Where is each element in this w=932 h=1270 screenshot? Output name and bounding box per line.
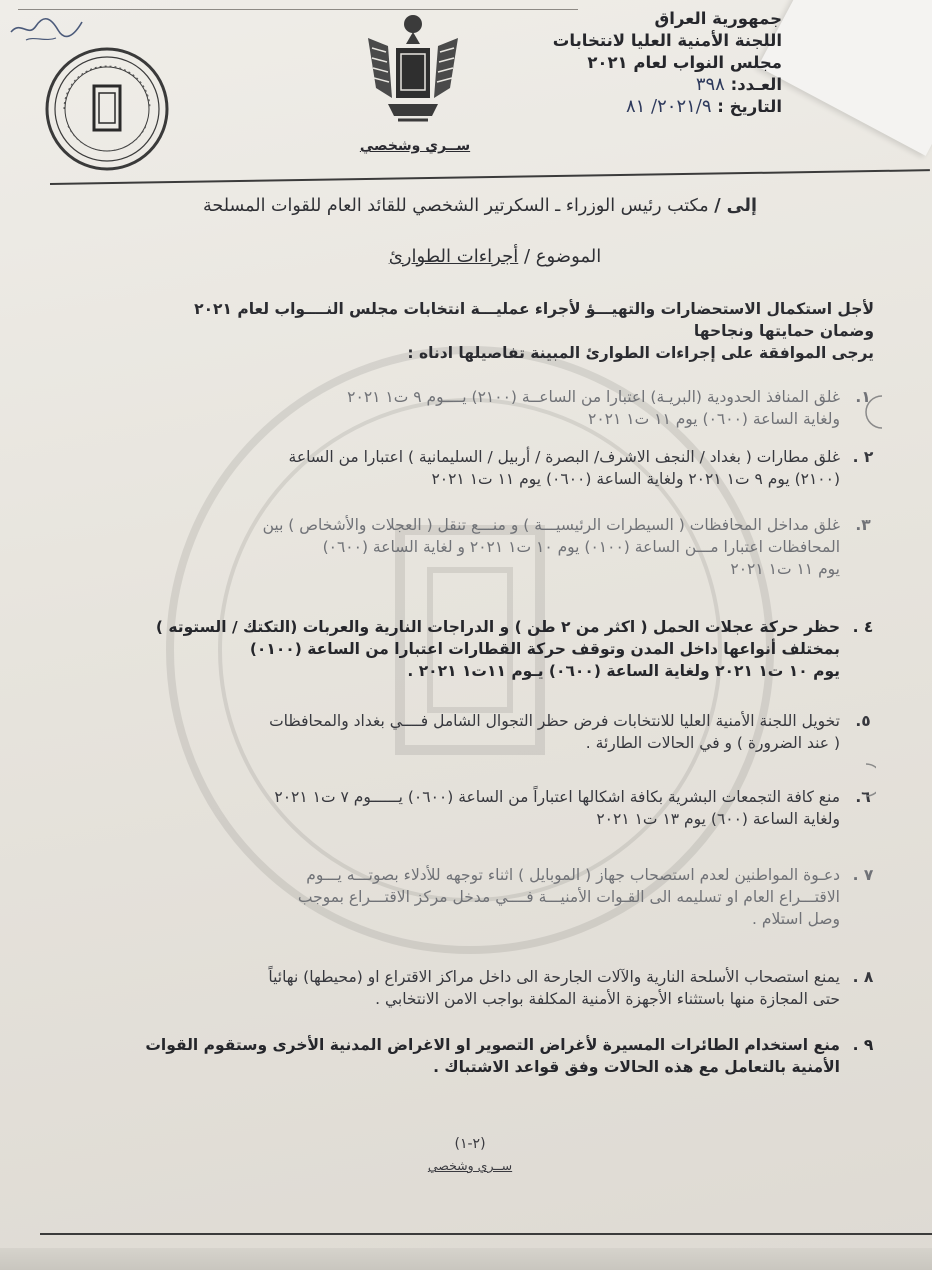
item-number: ٤ . [852, 618, 874, 636]
item-line: غلق مداخل المحافظات ( السيطرات الرئيسيـــة ) و منـــع تنقل ( العجلات والأشخاص ) بين [262, 516, 840, 534]
addressee-label: إلى / [714, 196, 757, 216]
item-line: غلق مطارات ( بغداد / النجف الاشرف/ البصرة / أربيل / السليمانية ) اعتبارا من الساعة [288, 448, 840, 466]
item-line: المحافظات اعتبارا مـــن الساعة (٠١٠٠) يوم ١٠ ت١ ٢٠٢١ و لغاية الساعة (٠٦٠٠) [322, 538, 840, 556]
item-number: ٨ . [852, 968, 874, 986]
footer-rule [40, 1233, 932, 1235]
letterhead [482, 8, 782, 118]
punch-hole-mark [846, 760, 876, 800]
item-number: ٥. [855, 712, 871, 730]
item-line: بمختلف أنواعها داخل المدن وتوقف حركة القطارات اعتبارا من الساعة (٠١٠٠) [249, 640, 840, 658]
item-line: غلق المنافذ الحدودية (البريـة) اعتبارا من الساعــة (٢١٠٠) يــــوم ٩ ت١ ٢٠٢١ [347, 388, 840, 406]
subject-text: أجراءات الطوارئ [388, 246, 519, 267]
item-line: حظر حركة عجلات الحمل ( اكثر من ٢ طن ) و الدراجات النارية والعربات (التكتك / الستوته ) [155, 618, 840, 636]
subject-line [260, 246, 730, 267]
item-line: ولغاية الساعة (٠٦٠٠) يوم ١١ ت١ ٢٠٢١ [588, 410, 840, 428]
date-value: ٢٠٢١/٩/ ٨١ [625, 96, 712, 117]
page-number: (٢-١) [454, 1136, 486, 1152]
list-item [30, 446, 874, 490]
intro-paragraph [44, 298, 874, 364]
item-line: ( عند الضرورة ) و في الحالات الطارئة . [585, 734, 840, 752]
committee-name: اللجنة الأمنية العليا لانتخابات [552, 31, 782, 50]
list-item [30, 514, 871, 580]
item-number: ٩ . [852, 1036, 874, 1054]
overlapping-paper-corner [758, 0, 932, 156]
item-line: الأمنية بالتعامل مع هذه الحالات وفق قواعد الاشتباك . [433, 1058, 840, 1076]
item-number: ٦. [855, 788, 871, 806]
item-number: ١. [855, 388, 871, 406]
item-number: ٧ . [852, 866, 874, 884]
item-line: وصل استلام . [752, 910, 840, 928]
addressee-text: مكتب رئيس الوزراء ـ السكرتير الشخصي للقائد العام للقوات المسلحة [203, 196, 709, 216]
date-row [482, 96, 782, 118]
intro-line: وضمان حمايتها ونجاحها [693, 322, 874, 340]
list-item [30, 864, 874, 930]
item-line: حتى المجازة منها باستثناء الأجهزة الأمنية المكلفة بواجب الامن الانتخابي . [375, 990, 840, 1008]
item-line: منع استخدام الطائرات المسيرة لأغراض التصوير او الاغراض المدنية الأخرى وستقوم القوات [145, 1036, 840, 1054]
item-number: ٢ . [852, 448, 874, 466]
item-line: تخويل اللجنة الأمنية العليا للانتخابات فرض حظر التجوال الشامل فــــي بغداد والمحافظات [269, 712, 840, 730]
item-line: منع كافة التجمعات البشرية بكافة اشكالها اعتباراً من الساعة (٠٦٠٠) يــــــوم ٧ ت١ ٢٠٢١ [274, 788, 840, 806]
intro-line: لأجل استكمال الاستحضارات والتهيـــؤ لأجراء عمليـــة انتخابات مجلس النــــواب لعام ٢٠٢١ [194, 300, 874, 318]
number-value: ٣٩٨ [695, 74, 725, 95]
item-line: ولغاية الساعة (٦٠٠) يوم ١٣ ت١ ٢٠٢١ [596, 810, 840, 828]
item-line: يوم ١٠ ت١ ٢٠٢١ ولغاية الساعة (٠٦٠٠) يـوم ١١ت١ ٢٠٢١ . [407, 662, 840, 680]
number-label: العـدد: [730, 75, 782, 94]
number-row [482, 74, 782, 96]
eagle-emblem [358, 8, 468, 130]
list-item [30, 710, 871, 754]
item-line: الاقتـــراع العام او تسليمه الى القـوات الأمنيـــة فــــي مدخل مركز الاقتـــراع بموجب [297, 888, 840, 906]
item-line: يمنع استصحاب الأسلحة النارية والآلات الجارحة الى داخل مراكز الاقتراع او (محيطها) نهائياً [268, 968, 840, 986]
signature-scribble [6, 10, 86, 50]
item-line: يوم ١١ ت١ ٢٠٢١ [730, 560, 840, 578]
committee-seal [44, 46, 170, 172]
item-number: ٣. [855, 516, 871, 534]
date-label: التاريخ : [717, 97, 782, 116]
addressee-line [80, 196, 880, 216]
intro-line: يرجى الموافقة على إجراءات الطوارئ المبينة تفاصيلها ادناه : [407, 344, 874, 362]
list-item [30, 966, 874, 1010]
list-item [30, 786, 871, 830]
item-line: (٢١٠٠) يوم ٩ ت١ ٢٠٢١ ولغاية الساعة (٠٦٠٠) يوم ١١ ت١ ٢٠٢١ [431, 470, 840, 488]
bottom-edge [0, 1248, 932, 1270]
country-name: جمهورية العراق [654, 9, 782, 28]
list-item [30, 1034, 874, 1078]
punch-hole-mark [860, 392, 890, 432]
list-item [30, 386, 871, 430]
council-name: مجلس النواب لعام ٢٠٢١ [587, 53, 782, 72]
list-item [30, 616, 874, 682]
subject-label: الموضوع / [523, 246, 602, 267]
item-line: دعـوة المواطنين لعدم استصحاب جهاز ( الموبايل ) اثناء توجهه للأدلاء بصوتـــه يـــوم [306, 866, 840, 884]
classification-stamp-top: ســري وشخصي [359, 138, 471, 154]
classification-stamp-bottom: ســري وشخصي [427, 1158, 513, 1173]
header-divider [50, 169, 930, 185]
